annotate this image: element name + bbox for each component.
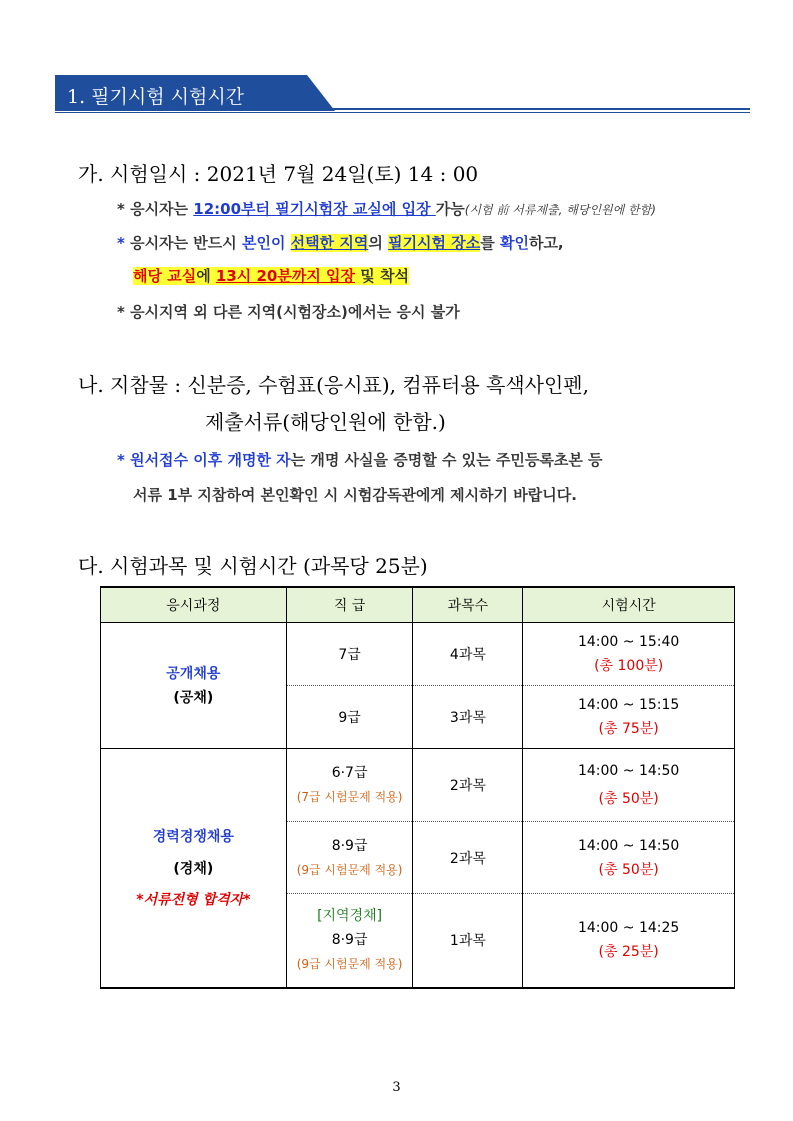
time-total: (총 100분) <box>594 658 664 674</box>
grade-note: (9급 시험문제 적용) <box>296 862 403 877</box>
grade-note: (7급 시험문제 적용) <box>296 790 403 804</box>
time-cell <box>523 894 735 988</box>
header-grade: 직 급 <box>286 587 413 623</box>
exam-schedule-table <box>100 586 735 989</box>
count-cell: 4과목 <box>413 623 523 686</box>
grade-cell <box>286 822 413 894</box>
page-number: 3 <box>392 1080 401 1095</box>
time-range: 14:00 ~ 14:50 <box>577 837 680 854</box>
note-text: 및 <box>355 267 380 285</box>
note-text: 를 <box>480 234 500 252</box>
note-text: 에 <box>196 267 216 285</box>
section-title: 1. 필기시험 시험시간 <box>67 86 245 108</box>
bullet-star: * <box>117 200 131 218</box>
time-cell <box>523 686 735 749</box>
banner-rule-thin <box>55 112 750 113</box>
note-emphasis: 확인 <box>499 234 529 252</box>
count-cell: 3과목 <box>413 686 523 749</box>
heading-items-cont: 제출서류(해당인원에 한함.) <box>205 410 446 434</box>
time-range: 14:00 ~ 15:40 <box>577 634 680 650</box>
table-header-row <box>101 587 735 623</box>
time-total: (총 50분) <box>598 791 659 807</box>
note-aside: (시험 前 서류제출, 해당인원에 한함) <box>464 203 656 217</box>
note-text: 의 <box>368 234 389 252</box>
grade-tag: [지역경채] <box>317 908 383 925</box>
time-cell <box>523 749 735 822</box>
grade-cell <box>286 894 413 988</box>
bullet-star: * <box>117 451 131 469</box>
time-cell <box>523 822 735 894</box>
note-emphasis: 원서접수 이후 개명한 자 <box>130 451 291 469</box>
note-check-location <box>117 232 564 253</box>
note-text: 응시자는 반드시 <box>130 234 242 252</box>
note-name-change-cont: 서류 1부 지참하여 본인확인 시 시험감독관에게 제시하기 바랍니다. <box>133 486 577 504</box>
note-name-change <box>117 449 603 470</box>
section-banner <box>55 75 755 113</box>
grade-label: 8·9급 <box>331 932 368 949</box>
count-cell: 2과목 <box>413 749 523 822</box>
heading-items: 나. 지참물 : 신분증, 수험표(응시표), 컴퓨터용 흑색사인펜, <box>78 373 589 397</box>
note-highlight: 필기시험 장소 <box>388 234 481 252</box>
table-row <box>101 749 735 822</box>
table-row <box>101 623 735 686</box>
note-highlight: 13시 20분까지 입장 <box>215 267 356 285</box>
time-range: 14:00 ~ 15:15 <box>577 697 680 713</box>
count-cell: 2과목 <box>413 822 523 894</box>
course-abbr: (공채) <box>173 689 214 706</box>
note-text: 는 개명 사실을 증명할 수 있는 주민등록초본 등 <box>290 451 603 469</box>
note-emphasis: 12:00부터 필기시험장 교실에 입장 <box>193 200 436 218</box>
time-range: 14:00 ~ 14:50 <box>577 763 680 779</box>
course-note: *서류전형 합격자* <box>136 891 251 908</box>
note-other-region: * 응시지역 외 다른 지역(시험장소)에서는 응시 불가 <box>117 303 460 321</box>
time-total: (총 50분) <box>598 861 659 878</box>
note-text: 응시자는 <box>130 200 194 218</box>
note-emphasis: 본인이 <box>241 234 291 252</box>
grade-note: (9급 시험문제 적용) <box>296 957 403 972</box>
course-name: 경력경쟁채용 <box>152 828 234 845</box>
header-exam-time: 시험시간 <box>523 587 735 623</box>
grade-cell: 9급 <box>286 686 413 749</box>
course-abbr: (경채) <box>173 860 214 877</box>
header-course: 응시과정 <box>101 587 287 623</box>
time-total: (총 75분) <box>598 721 659 737</box>
note-highlight: 착석 <box>379 267 409 285</box>
note-seat-time <box>133 265 409 286</box>
note-text: 하고, <box>528 234 564 252</box>
course-career <box>101 749 287 988</box>
heading-subjects: 다. 시험과목 및 시험시간 (과목당 25분) <box>78 554 428 578</box>
heading-exam-date: 가. 시험일시 : 2021년 7월 24일(토) 14 : 00 <box>78 162 479 186</box>
grade-cell: 7급 <box>286 623 413 686</box>
header-subject-count: 과목수 <box>413 587 523 623</box>
note-text: 가능 <box>435 200 465 218</box>
time-range: 14:00 ~ 14:25 <box>577 920 680 937</box>
bullet-star: * <box>117 234 131 252</box>
course-name: 공개채용 <box>166 665 221 682</box>
time-cell <box>523 623 735 686</box>
note-highlight: 선택한 지역 <box>290 234 369 252</box>
note-entry-time <box>117 198 656 219</box>
course-public <box>101 623 287 749</box>
grade-cell <box>286 749 413 822</box>
count-cell: 1과목 <box>413 894 523 988</box>
grade-label: 8·9급 <box>331 837 368 854</box>
grade-label: 6·7급 <box>331 765 368 781</box>
note-highlight: 해당 교실 <box>133 267 197 285</box>
time-total: (총 25분) <box>598 944 659 961</box>
